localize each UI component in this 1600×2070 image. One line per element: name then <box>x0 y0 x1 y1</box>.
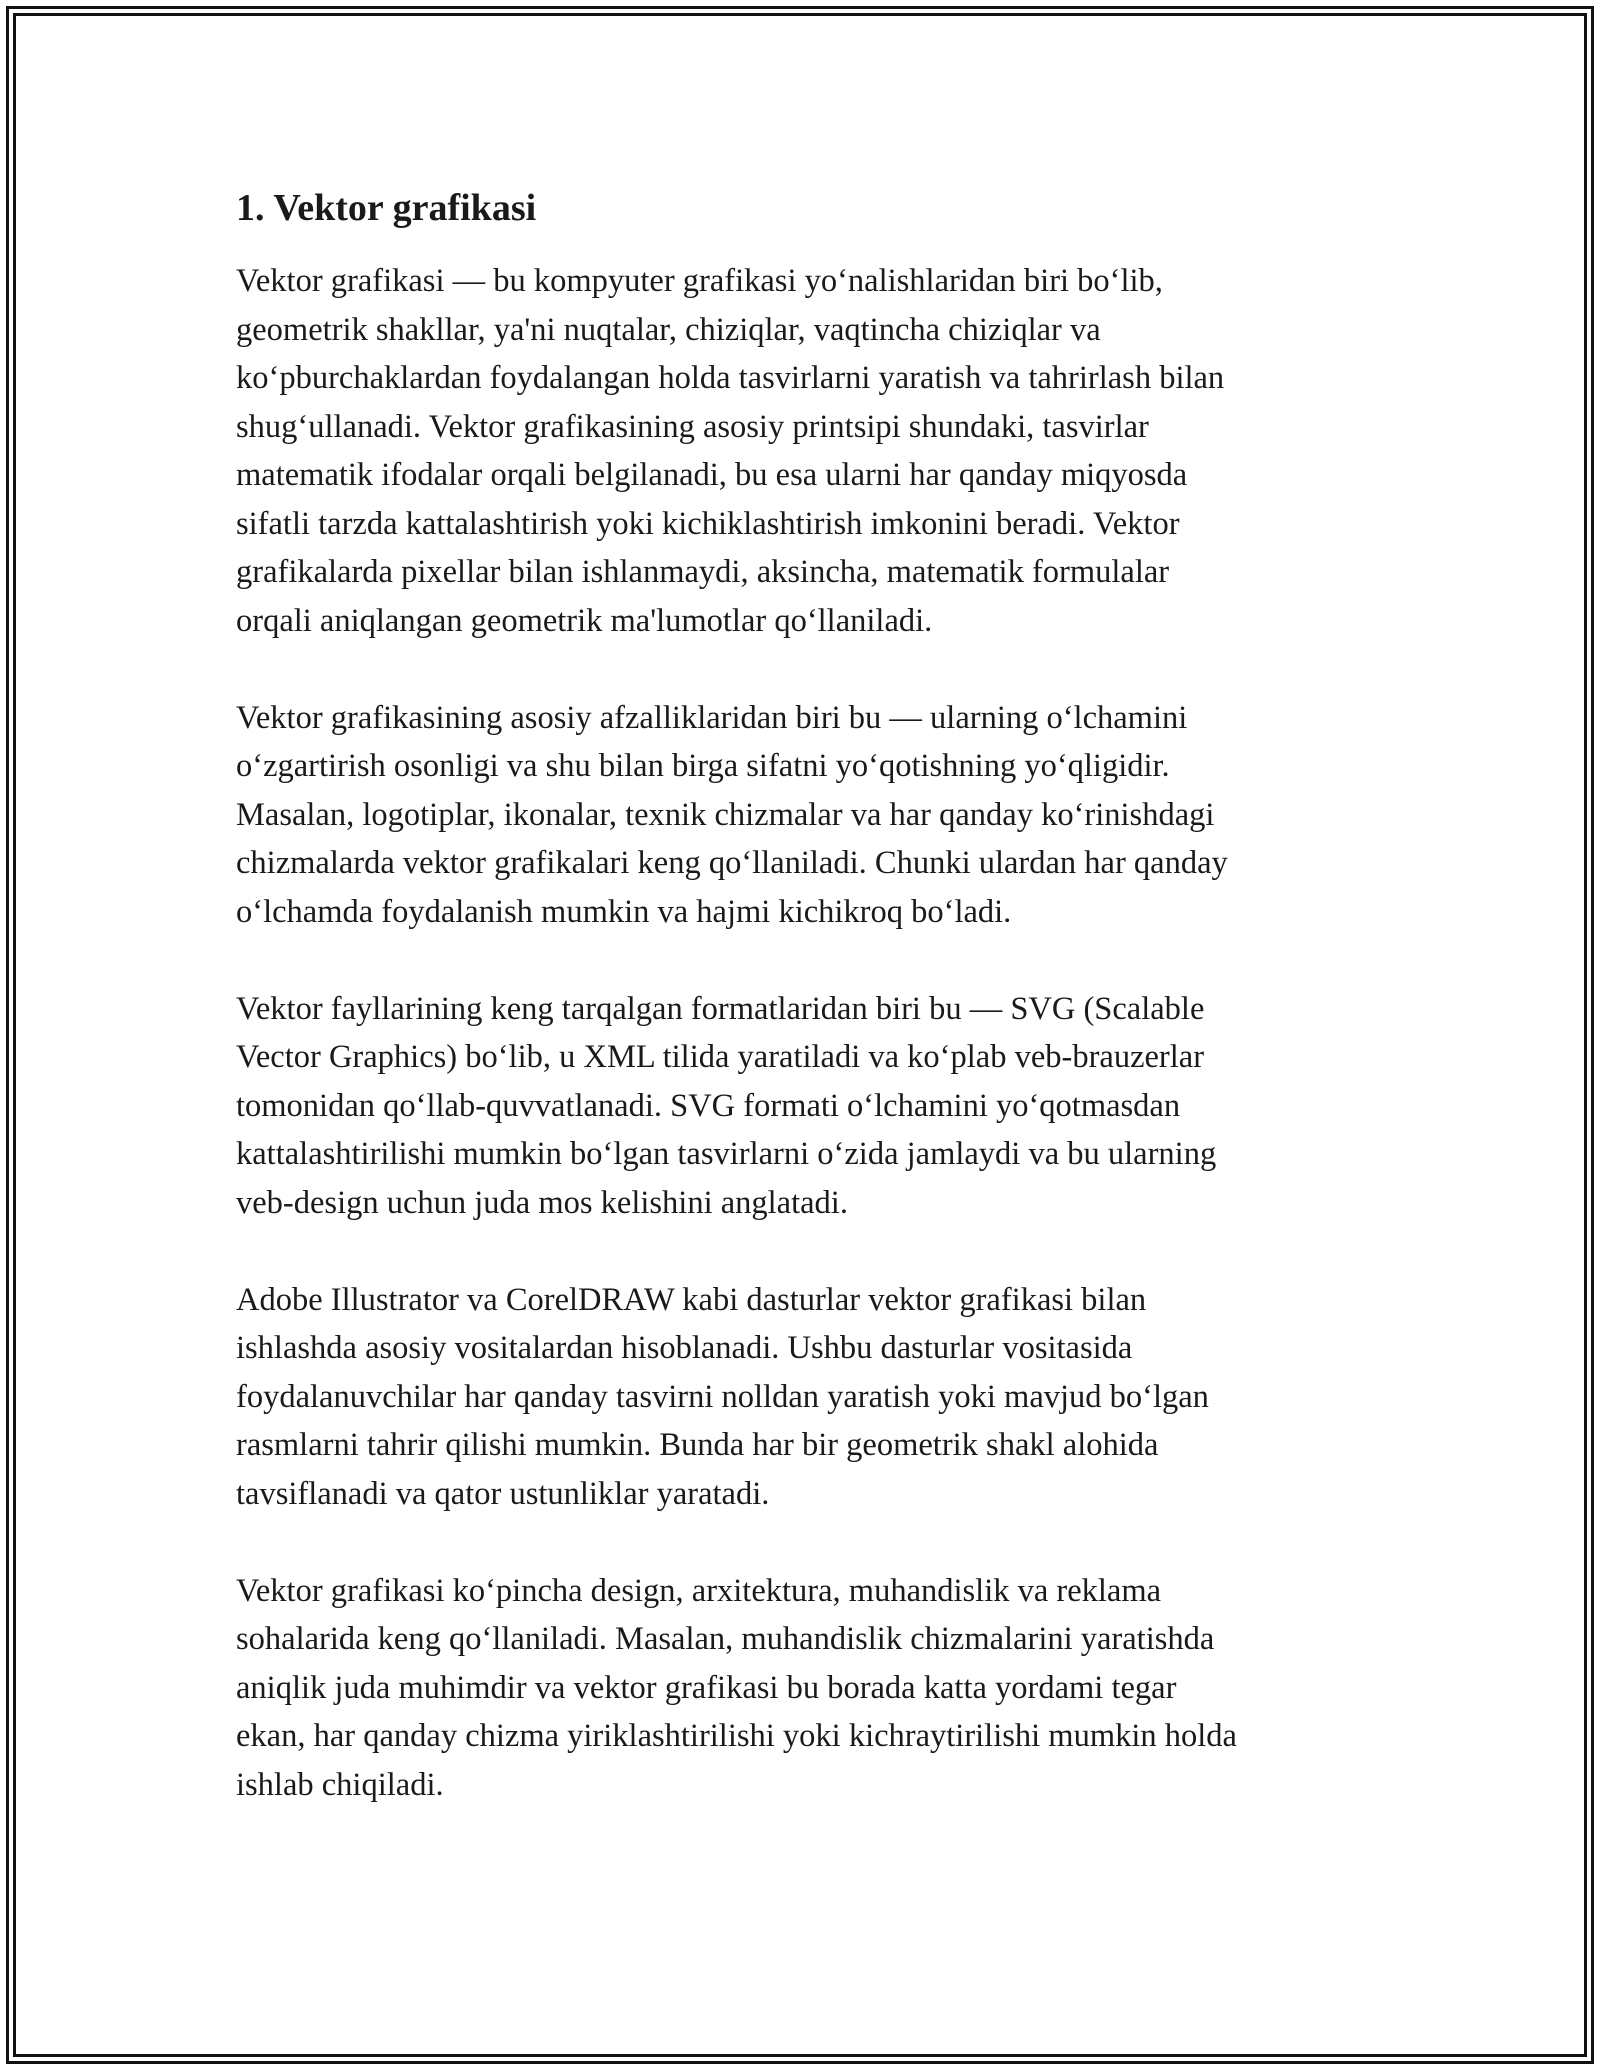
paragraph-line: ishlashda asosiy vositalardan hisoblanadi. Ushbu dasturlar vositasida <box>236 1330 1133 1366</box>
paragraph-line: ekan, har qanday chizma yiriklashtirilishi yoki kichraytirilishi mumkin holda <box>236 1718 1237 1754</box>
paragraph-line: aniqlik juda muhimdir va vektor grafikasi bu borada katta yordami tegar <box>236 1669 1177 1706</box>
section-heading: 1. Vektor grafikasi <box>236 187 537 229</box>
paragraph-line: rasmlarni tahrir qilishi mumkin. Bunda har bir geometrik shakl alohida <box>236 1427 1159 1463</box>
paragraph-line: Vektor grafikasi ko‘pincha design, arxitektura, muhandislik va reklama <box>236 1572 1162 1609</box>
paragraph-line: tavsiflanadi va qator ustunliklar yaratadi. <box>236 1475 770 1512</box>
paragraph <box>236 257 1386 645</box>
paragraph <box>236 694 1386 937</box>
paragraph-line: Adobe Illustrator va CorelDRAW kabi dasturlar vektor grafikasi bilan <box>236 1281 1147 1318</box>
paragraph-line: matematik ifodalar orqali belgilanadi, bu esa ularni har qanday miqyosda <box>236 457 1188 493</box>
paragraph-line: tomonidan qo‘llab-quvvatlanadi. SVG formati o‘lchamini yo‘qotmasdan <box>236 1087 1181 1124</box>
paragraph-line: orqali aniqlangan geometrik ma'lumotlar qo‘llaniladi. <box>236 602 933 639</box>
paragraph-line: o‘lchamda foydalanish mumkin va hajmi kichikroq bo‘ladi. <box>236 893 1012 930</box>
paragraph-line: shug‘ullanadi. Vektor grafikasining asosiy printsipi shundaki, tasvirlar <box>236 408 1149 445</box>
paragraph-line: grafikalarda pixellar bilan ishlanmaydi, aksincha, matematik formulalar <box>236 554 1170 590</box>
paragraph-line: geometrik shakllar, ya'ni nuqtalar, chiziqlar, vaqtincha chiziqlar va <box>236 311 1101 348</box>
paragraph-line: Masalan, logotiplar, ikonalar, texnik chizmalar va har qanday ko‘rinishdagi <box>236 796 1215 833</box>
paragraph <box>236 985 1386 1228</box>
document-body <box>236 185 1386 1858</box>
paragraph-line: o‘zgartirish osonligi va shu bilan birga sifatni yo‘qotishning yo‘qligidir. <box>236 748 1170 784</box>
paragraph-line: veb-design uchun juda mos kelishini anglatadi. <box>236 1184 848 1221</box>
paragraph-line: sohalarida keng qo‘llaniladi. Masalan, muhandislik chizmalarini yaratishda <box>236 1621 1215 1657</box>
paragraph-line: Vektor fayllarining keng tarqalgan formatlaridan biri bu — SVG (Scalable <box>236 990 1205 1027</box>
paragraph-line: ishlab chiqiladi. <box>236 1766 444 1803</box>
paragraph-line: Vektor grafikasining asosiy afzalliklaridan biri bu — ularning o‘lchamini <box>236 699 1188 736</box>
paragraph <box>236 1276 1386 1519</box>
paragraph-line: kattalashtirilishi mumkin bo‘lgan tasvirlarni o‘zida jamlaydi va bu ularning <box>236 1136 1217 1172</box>
paragraph-line: Vektor grafikasi — bu kompyuter grafikasi yo‘nalishlaridan biri bo‘lib, <box>236 263 1163 299</box>
paragraph-line: foydalanuvchilar har qanday tasvirni nolldan yaratish yoki mavjud bo‘lgan <box>236 1378 1209 1415</box>
paragraph-line: ko‘pburchaklardan foydalangan holda tasvirlarni yaratish va tahrirlash bilan <box>236 360 1225 396</box>
paragraph <box>236 1567 1386 1810</box>
paragraph-line: chizmalarda vektor grafikalari keng qo‘llaniladi. Chunki ulardan har qanday <box>236 845 1228 881</box>
paragraph-line: sifatli tarzda kattalashtirish yoki kichiklashtirish imkonini beradi. Vektor <box>236 505 1180 542</box>
paragraph-line: Vector Graphics) bo‘lib, u XML tilida yaratiladi va ko‘plab veb-brauzerlar <box>236 1039 1205 1075</box>
paragraph-list <box>236 257 1386 1809</box>
